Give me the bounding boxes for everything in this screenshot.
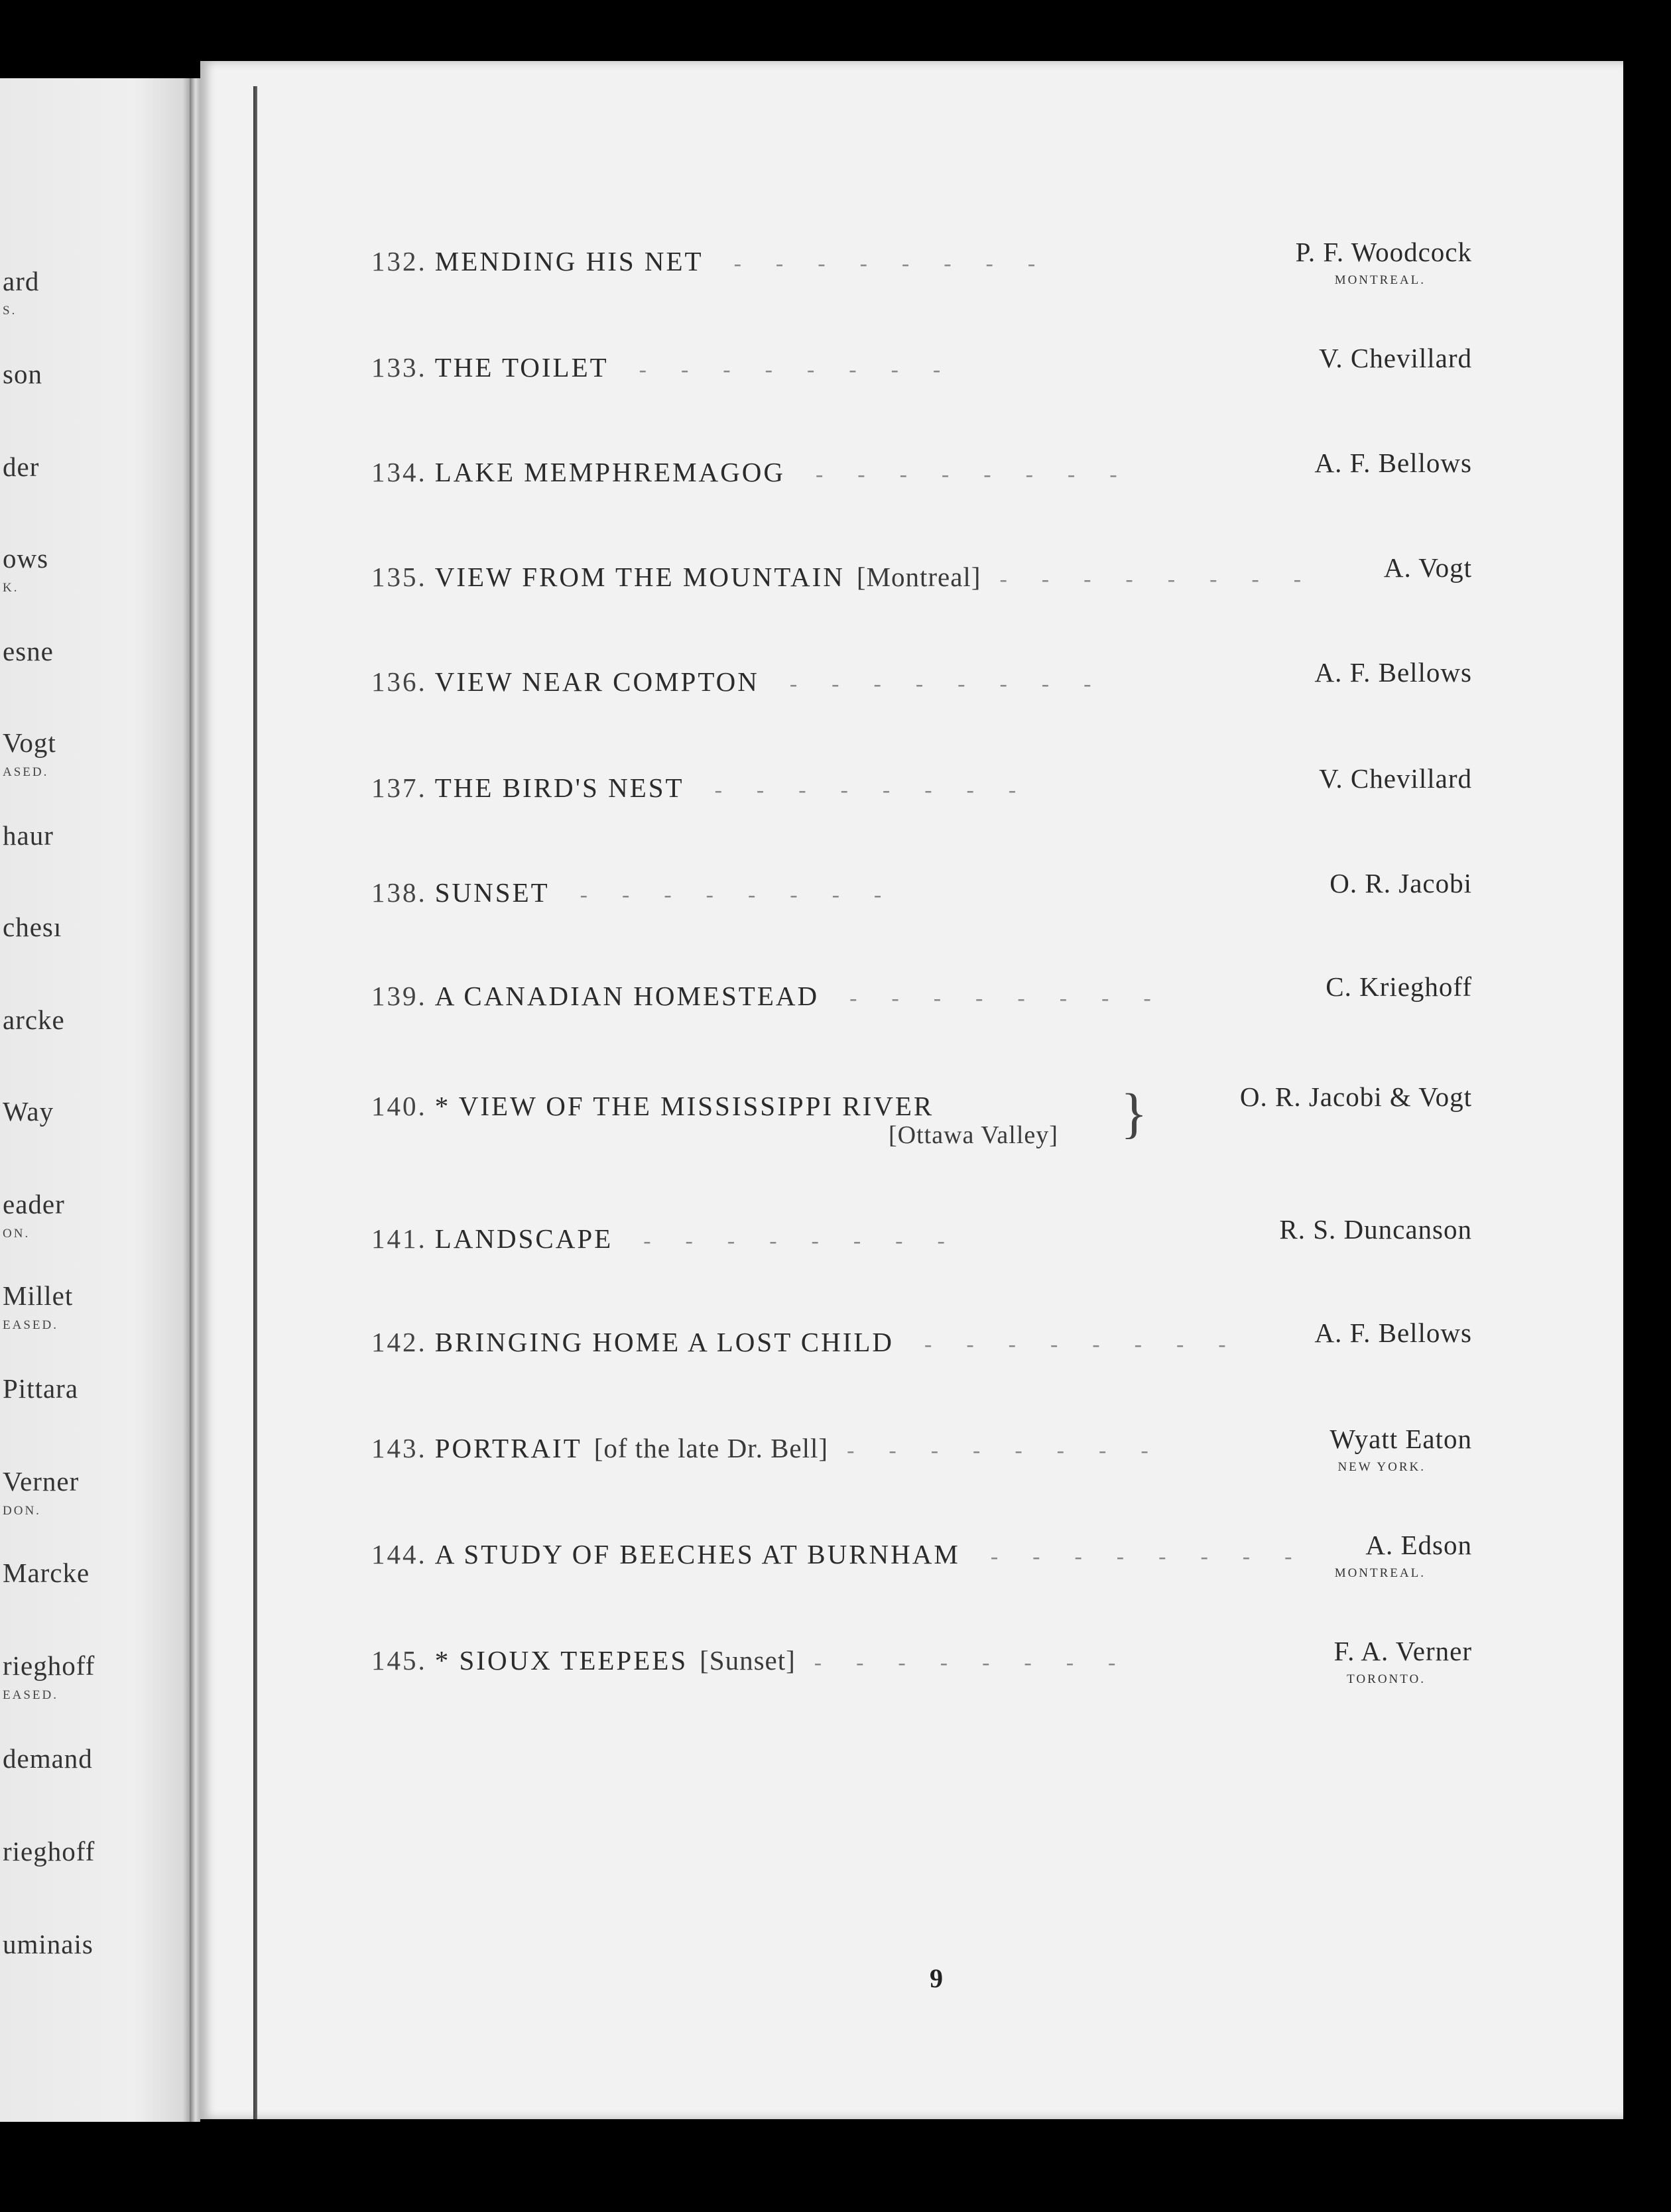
catalogue-entry: [371, 1214, 1472, 1296]
entry-title: A CANADIAN HOMESTEAD: [434, 981, 820, 1011]
left-fragment-sub: ASED.: [3, 765, 49, 779]
left-fragment: eader: [3, 1189, 65, 1219]
entry-number: 134.: [371, 457, 427, 487]
left-fragment: Marcke: [3, 1558, 90, 1588]
entry-artist: V. Chevillard: [1319, 763, 1472, 794]
left-fragment: rieghoff: [3, 1836, 95, 1867]
entry-number: 145.: [371, 1645, 427, 1676]
entry-artist: V. Chevillard: [1319, 343, 1472, 373]
dot-leaders: ‐‐‐‐‐‐‐‐: [789, 672, 1126, 696]
catalogue-entry: [371, 552, 1472, 634]
entry-number: 144.: [371, 1539, 427, 1569]
entry-location: TORONTO.: [1347, 1672, 1426, 1686]
book-gutter: [190, 78, 200, 2122]
left-fragment-sub: K.: [3, 581, 19, 595]
dot-leaders: ‐‐‐‐‐‐‐‐: [990, 1544, 1327, 1569]
left-fragment: arcke: [3, 1005, 65, 1035]
left-fragment: Way: [3, 1096, 54, 1127]
page-number: 9: [930, 1963, 943, 1993]
catalogue-entry: [371, 343, 1472, 424]
left-fragment: rieghoff: [3, 1650, 95, 1681]
left-fragment: der: [3, 452, 40, 482]
entry-artist: Wyatt Eaton: [1330, 1424, 1472, 1454]
entry-title: BRINGING HOME A LOST CHILD: [434, 1327, 895, 1357]
entry-artist: A. F. Bellows: [1314, 1318, 1472, 1348]
entry-number: 137.: [371, 772, 427, 803]
entry-artist: R. S. Duncanson: [1279, 1214, 1472, 1245]
entry-subnote: [Ottawa Valley]: [889, 1121, 1058, 1149]
left-fragment: uminais: [3, 1929, 93, 1959]
entry-note: [of the late Dr. Bell]: [593, 1433, 829, 1463]
entry-title: VIEW FROM THE MOUNTAIN: [434, 562, 845, 592]
left-fragment: son: [3, 359, 42, 389]
dot-leaders: ‐‐‐‐‐‐‐‐: [847, 1438, 1183, 1463]
dot-leaders: ‐‐‐‐‐‐‐‐: [924, 1332, 1261, 1357]
entry-title: SUNSET: [434, 877, 550, 908]
entry-artist: O. R. Jacobi & Vogt: [1239, 1081, 1472, 1112]
brace-glyph: }: [1121, 1083, 1148, 1144]
catalogue-entry: [371, 448, 1472, 529]
catalogue-entry: [371, 763, 1472, 845]
left-fragment: haur: [3, 820, 54, 851]
entry-title: * SIOUX TEEPEES: [434, 1645, 688, 1676]
left-fragment: ard: [3, 266, 40, 296]
entry-artist: C. Krieghoff: [1326, 971, 1472, 1002]
dot-leaders: ‐‐‐‐‐‐‐‐: [849, 986, 1186, 1011]
dot-leaders: ‐‐‐‐‐‐‐‐: [643, 1229, 979, 1253]
entry-location: NEW YORK.: [1337, 1460, 1426, 1474]
left-fragment: Pittara: [3, 1373, 79, 1404]
entry-note: [Sunset]: [700, 1645, 796, 1676]
catalogue-entry: [371, 1318, 1472, 1399]
dot-leaders: ‐‐‐‐‐‐‐‐: [999, 567, 1336, 591]
entry-number: 136.: [371, 666, 427, 697]
entry-number: 142.: [371, 1327, 427, 1357]
entry-title: * VIEW OF THE MISSISSIPPI RIVER: [434, 1091, 934, 1121]
left-fragment: demand: [3, 1743, 93, 1774]
entry-note: [Montreal]: [856, 562, 981, 592]
entry-artist: A. Vogt: [1383, 552, 1472, 583]
catalogue-entry: [371, 868, 1472, 950]
left-fragment-sub: EASED.: [3, 1318, 58, 1332]
dot-leaders: ‐‐‐‐‐‐‐‐: [815, 462, 1152, 487]
entry-number: 133.: [371, 352, 427, 383]
entry-number: 140.: [371, 1091, 427, 1121]
left-fragment: Verner: [3, 1466, 80, 1497]
entry-artist: P. F. Woodcock: [1295, 237, 1472, 267]
entry-title: LAKE MEMPHREMAGOG: [434, 457, 785, 487]
catalogue-entry: [371, 1081, 1472, 1163]
entry-number: 143.: [371, 1433, 427, 1463]
entry-artist: F. A. Verner: [1333, 1636, 1472, 1666]
entry-artist: A. Edson: [1365, 1530, 1472, 1560]
catalogue-entry: [371, 1530, 1472, 1611]
catalogue-entry: [371, 971, 1472, 1053]
entry-number: 138.: [371, 877, 427, 908]
entry-title: THE BIRD'S NEST: [434, 772, 684, 803]
catalogue-entry: [371, 1424, 1472, 1505]
entry-location: MONTREAL.: [1334, 273, 1426, 287]
entry-location: MONTREAL.: [1334, 1566, 1426, 1580]
entry-number: 135.: [371, 562, 427, 592]
entry-number: 139.: [371, 981, 427, 1011]
entry-title: THE TOILET: [434, 352, 609, 383]
left-fragment: Vogt: [3, 727, 56, 758]
entry-title: MENDING HIS NET: [434, 246, 704, 276]
dot-leaders: ‐‐‐‐‐‐‐‐: [733, 251, 1070, 276]
catalogue-entry: [371, 1636, 1472, 1717]
entry-artist: O. R. Jacobi: [1330, 868, 1472, 898]
page-fold-shadow: [253, 86, 257, 2119]
entry-number: 132.: [371, 246, 427, 276]
left-fragment-sub: EASED.: [3, 1688, 58, 1702]
entry-artist: A. F. Bellows: [1314, 448, 1472, 478]
dot-leaders: ‐‐‐‐‐‐‐‐: [714, 778, 1051, 802]
left-fragment-sub: DON.: [3, 1504, 41, 1518]
dot-leaders: ‐‐‐‐‐‐‐‐: [580, 883, 916, 907]
catalogue-entry: [371, 657, 1472, 739]
entry-number: 141.: [371, 1223, 427, 1254]
entry-title: VIEW NEAR COMPTON: [434, 666, 759, 697]
dot-leaders: ‐‐‐‐‐‐‐‐: [639, 357, 975, 382]
entry-title: A STUDY OF BEECHES AT BURNHAM: [434, 1539, 960, 1569]
left-fragment: Millet: [3, 1280, 74, 1311]
entry-artist: A. F. Bellows: [1314, 657, 1472, 688]
dot-leaders: ‐‐‐‐‐‐‐‐: [814, 1650, 1150, 1675]
entry-title: PORTRAIT: [434, 1433, 582, 1463]
entry-title: LANDSCAPE: [434, 1223, 613, 1254]
left-fragment: ows: [3, 543, 49, 574]
left-fragment: esne: [3, 636, 54, 666]
catalogue-entry: [371, 237, 1472, 318]
left-fragment: chesı: [3, 912, 62, 942]
left-fragment-sub: S.: [3, 304, 17, 318]
left-fragment-sub: ON.: [3, 1227, 31, 1241]
